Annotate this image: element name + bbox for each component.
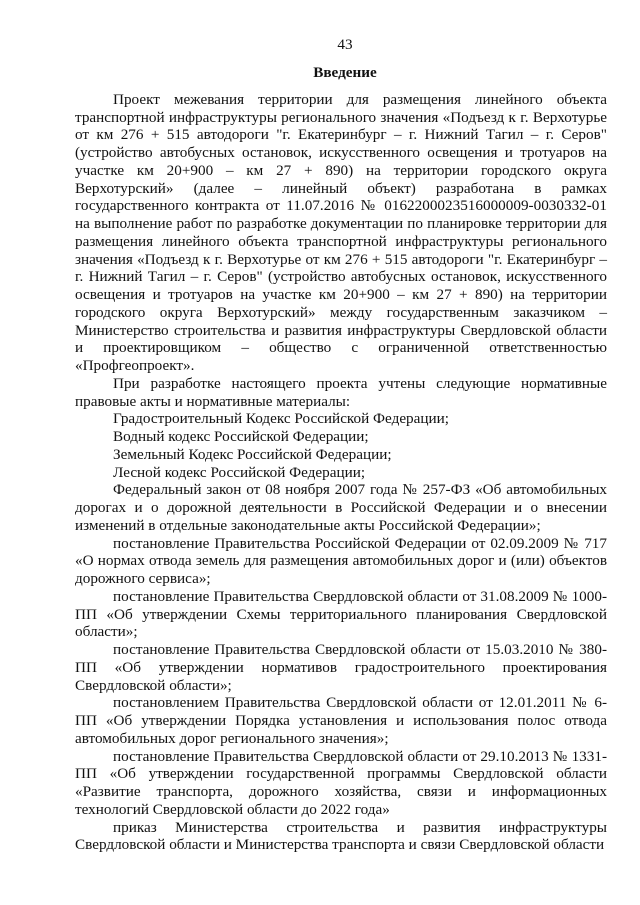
page-number: 43 — [337, 36, 353, 53]
normative-acts-intro: При разработке настоящего проекта учтены следующие нормативные правовые акты и нормативные материалы: — [75, 374, 607, 410]
act-paragraph: постановление Правительства Российской Федерации от 02.09.2009 № 717 «О нормах отвода земель для размещения автомобильных дорог и (или) объектов дорожного сервиса»; — [75, 534, 607, 587]
list-item: Земельный Кодекс Российской Федерации; — [113, 445, 392, 463]
list-item: Градостроительный Кодекс Российской Федерации; — [113, 410, 449, 428]
section-heading: Введение — [313, 64, 377, 81]
act-paragraph: приказ Министерства строительства и развития инфраструктуры Свердловской области и Министерства транспорта и связи Свердловской области — [75, 818, 607, 854]
list-item: Лесной кодекс Российской Федерации; — [113, 463, 366, 481]
act-paragraph: постановлением Правительства Свердловской области от 12.01.2011 № 6-ПП «Об утверждении Порядка установления и использования полос отвода автомобильных дорог регионального значения»; — [75, 694, 607, 747]
act-paragraph: Федеральный закон от 08 ноября 2007 года № 257-ФЗ «Об автомобильных дорогах и о дорожной деятельности в Российской Федерации и о внесении изменений в отдельные законодательные акты Российской Федерации»; — [75, 481, 607, 534]
list-item: Водный кодекс Российской Федерации; — [113, 428, 369, 445]
act-paragraph: постановление Правительства Свердловской области от 15.03.2010 № 380-ПП «Об утверждении нормативов градостроительного проектирования Свердловской области»; — [75, 641, 607, 694]
act-paragraph: постановление Правительства Свердловской области от 29.10.2013 № 1331-ПП «Об утверждении государственной программы Свердловской области «Развитие транспорта, дорожного хозяйства, связи и информационных технологий Свердловской области до 2022 года» — [75, 747, 607, 818]
act-paragraph: постановление Правительства Свердловской области от 31.08.2009 № 1000-ПП «Об утверждении Схемы территориального планирования Свердловской области»; — [75, 587, 607, 641]
intro-paragraph: Проект межевания территории для размещения линейного объекта транспортной инфраструктуры регионального значения «Подъезд к г. Верхотурье от км 276 + 515 автодороги "г. Екатеринбург – г. Нижний Тагил – г. Серов" (устройство автобусных остановок, искусственного освещения и тротуаров на участке км 20+900 – км 27 + 890) на территории городского округа Верхотурский» (далее – линейный объект) разработана в рамках государственного контракта от 11.07.2016 № 0162200023516000009-0030332-01 на выполнение работ по разработке документации по планировке территории для размещения линейного объекта транспортной инфраструктуры регионального значения «Подъезд к г. Верхотурье от км 276 + 515 автодороги "г. Екатеринбург – г. Нижний Тагил – г. Серов" (устройство автобусных остановок, искусственного освещения и тротуаров на участке км 20+900 – км 27 + 890) на территории городского округа Верхотурский» между государственным заказчиком – Министерство строительства и развития инфраструктуры Свердловской области и проектировщиком – общество с ограниченной ответственностью «Профгеопроект». — [75, 90, 607, 374]
